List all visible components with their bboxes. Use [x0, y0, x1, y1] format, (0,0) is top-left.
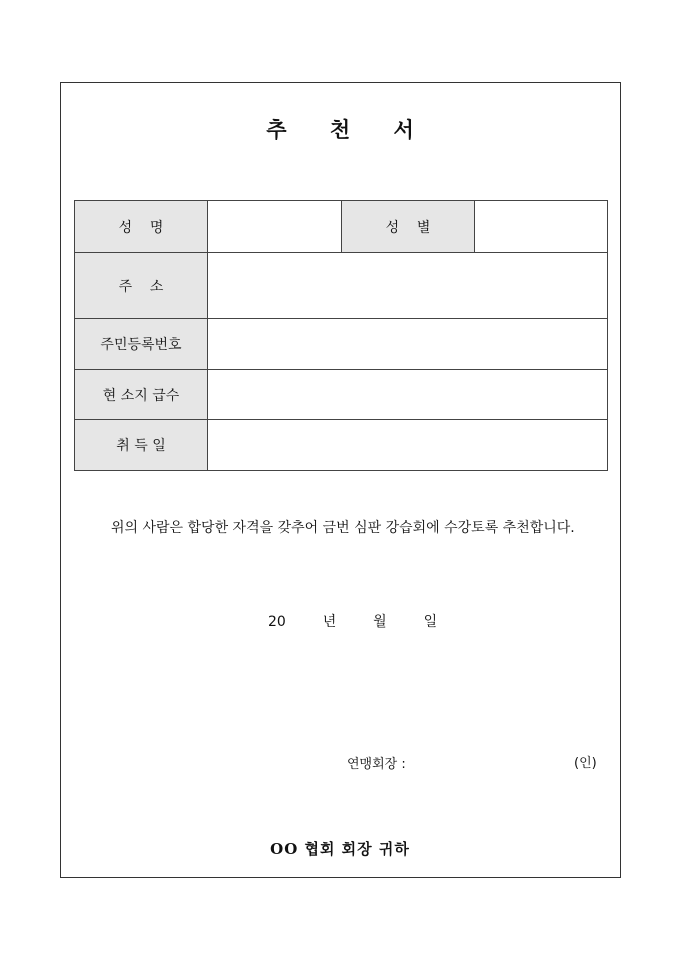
name-field[interactable]	[208, 201, 342, 253]
gender-label: 성 별	[342, 201, 475, 253]
date-line: 20 년 월 일	[268, 614, 438, 630]
addressee-line: OO 협회 회장 귀하	[270, 840, 410, 858]
acquisition-date-label: 취 득 일	[75, 420, 208, 471]
recommendation-statement: 위의 사람은 합당한 자격을 갖추어 금번 심판 강습회에 수강토록 추천합니다.	[111, 520, 575, 536]
resident-id-field[interactable]	[208, 319, 608, 370]
signature-label: 연맹회장 :	[347, 757, 406, 772]
resident-id-label: 주민등록번호	[75, 319, 208, 370]
name-label: 성 명	[75, 201, 208, 253]
address-field[interactable]	[208, 253, 608, 319]
current-grade-field[interactable]	[208, 370, 608, 420]
gender-field[interactable]	[475, 201, 608, 253]
address-label: 주 소	[75, 253, 208, 319]
seal-mark: (인)	[574, 756, 597, 771]
current-grade-label: 현 소지 급수	[75, 370, 208, 420]
acquisition-date-field[interactable]	[208, 420, 608, 471]
document-title: 추 천 서	[266, 117, 432, 142]
recommendation-form-table	[74, 200, 608, 471]
